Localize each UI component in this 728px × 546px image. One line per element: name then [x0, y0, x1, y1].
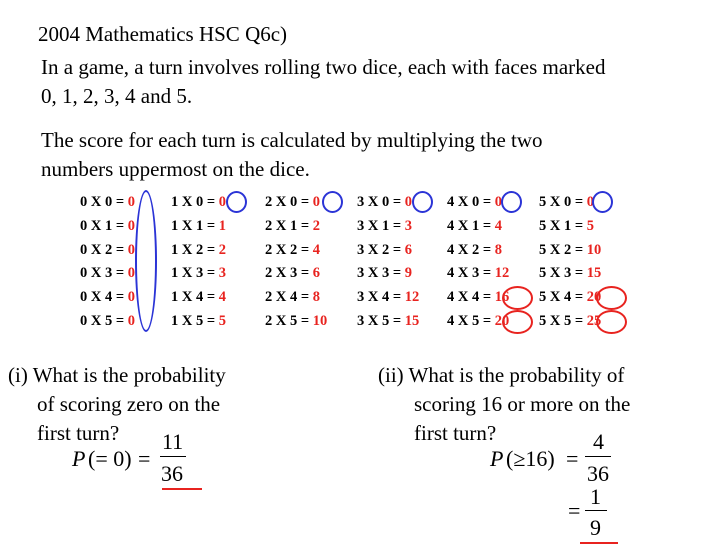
table-row [357, 265, 412, 282]
table-result: 6 [404, 241, 412, 258]
table-expression: 5 X 1 = [539, 217, 584, 234]
table-row [265, 218, 320, 235]
part-i-question-line-2: of scoring zero on the [37, 392, 221, 416]
part-ii-question-line-3: first turn? [414, 421, 497, 445]
table-expression: 0 X 5 = [80, 313, 125, 329]
table-result: 8 [494, 241, 502, 258]
table-result: 15 [586, 265, 602, 282]
table-row [357, 194, 412, 211]
table-expression: 0 X 3 = [80, 265, 125, 282]
table-row [539, 313, 601, 330]
table-expression: 3 X 3 = [357, 265, 402, 282]
table-expression: 3 X 5 = [357, 313, 402, 329]
table-result: 0 [127, 265, 135, 282]
zero-result-ring-col3 [412, 191, 433, 213]
table-result: 5 [218, 313, 226, 329]
part-ii-fraction-bar [585, 456, 611, 457]
table-row [357, 242, 412, 259]
table-result: 3 [404, 217, 412, 234]
part-ii-numerator: 4 [593, 429, 604, 454]
table-row [357, 289, 419, 306]
part-ii-numerator-2: 1 [590, 484, 601, 509]
intro-line-4: numbers uppermost on the dice. [41, 157, 310, 181]
table-expression: 1 X 3 = [171, 265, 216, 282]
part-ii-argument: (≥16) [506, 446, 555, 471]
high-result-ring-25 [596, 310, 627, 334]
table-result: 8 [312, 289, 320, 306]
table-result: 3 [218, 265, 226, 282]
table-row [539, 194, 594, 211]
zero-result-ring-col2 [322, 191, 343, 213]
part-ii-equals: = [566, 446, 579, 471]
table-result: 0 [127, 289, 135, 306]
part-ii-p-symbol: P [490, 446, 504, 471]
table-expression: 1 X 0 = [171, 194, 216, 210]
part-ii-answer-underline [580, 542, 618, 544]
table-expression: 5 X 3 = [539, 265, 584, 282]
table-row [80, 289, 135, 306]
table-row [265, 194, 320, 211]
table-row [171, 194, 226, 211]
part-i-answer-underline [162, 488, 202, 490]
table-result: 9 [404, 265, 412, 282]
table-row [80, 265, 135, 282]
table-result: 6 [312, 265, 320, 282]
table-result: 0 [127, 241, 135, 258]
table-row [447, 265, 509, 282]
table-result: 12 [404, 289, 420, 306]
table-result: 4 [494, 217, 502, 234]
table-row [357, 313, 419, 330]
table-expression: 0 X 2 = [80, 241, 125, 258]
part-i-argument: (= 0) [88, 446, 132, 471]
table-expression: 5 X 4 = [539, 289, 584, 306]
table-expression: 3 X 1 = [357, 217, 402, 234]
table-result: 16 [494, 289, 510, 306]
zero-result-ring-col1 [226, 191, 247, 213]
table-row [539, 265, 601, 282]
table-row [265, 289, 320, 306]
table-expression: 5 X 0 = [539, 194, 584, 210]
table-expression: 3 X 4 = [357, 289, 402, 306]
table-result: 0 [404, 194, 412, 210]
table-expression: 3 X 0 = [357, 194, 402, 210]
table-row [447, 289, 509, 306]
table-row [447, 218, 502, 235]
part-ii-question-line-2: scoring 16 or more on the [414, 392, 631, 416]
table-result: 5 [586, 217, 594, 234]
table-expression: 4 X 0 = [447, 194, 492, 210]
table-expression: 4 X 4 = [447, 289, 492, 306]
table-row [357, 218, 412, 235]
part-ii-question-line-1: (ii) What is the probability of [378, 363, 625, 387]
part-i-question-line-1: (i) What is the probability [8, 363, 226, 387]
table-expression: 2 X 5 = [265, 313, 310, 329]
table-row [447, 313, 509, 330]
table-row [171, 218, 226, 235]
table-result: 0 [127, 313, 135, 329]
table-row [171, 289, 226, 306]
table-result: 0 [218, 194, 226, 210]
table-result: 4 [218, 289, 226, 306]
table-row [171, 242, 226, 259]
table-result: 0 [494, 194, 502, 210]
table-result: 0 [312, 194, 320, 210]
part-ii-denominator: 36 [587, 461, 609, 486]
table-result: 10 [312, 313, 328, 329]
table-result: 25 [586, 313, 602, 329]
part-i-equals: = [138, 446, 151, 471]
table-result: 12 [494, 265, 510, 282]
table-result: 2 [312, 217, 320, 234]
table-result: 2 [218, 241, 226, 258]
table-row [171, 265, 226, 282]
table-expression: 3 X 2 = [357, 241, 402, 258]
intro-line-2: 0, 1, 2, 3, 4 and 5. [41, 84, 193, 108]
table-expression: 5 X 5 = [539, 313, 584, 329]
table-row [265, 265, 320, 282]
part-ii-fraction-bar-2 [585, 510, 607, 511]
table-expression: 0 X 4 = [80, 289, 125, 306]
table-expression: 2 X 0 = [265, 194, 310, 210]
table-row [447, 194, 502, 211]
table-row [447, 242, 502, 259]
table-expression: 2 X 1 = [265, 217, 310, 234]
intro-line-1: In a game, a turn involves rolling two dice, each with faces marked [41, 55, 606, 79]
table-row [80, 242, 135, 259]
table-expression: 2 X 3 = [265, 265, 310, 282]
table-expression: 5 X 2 = [539, 241, 584, 258]
part-i-question-line-3: first turn? [37, 421, 120, 445]
zero-result-ring-col5 [592, 191, 613, 213]
table-expression: 2 X 2 = [265, 241, 310, 258]
part-ii-equals-2: = [568, 498, 581, 523]
high-result-ring-20b [596, 286, 627, 310]
part-i-fraction-bar [160, 456, 186, 457]
zero-result-ring-col4 [501, 191, 522, 213]
table-expression: 4 X 1 = [447, 217, 492, 234]
table-expression: 1 X 2 = [171, 241, 216, 258]
table-row [539, 242, 601, 259]
table-row [539, 218, 594, 235]
table-expression: 4 X 3 = [447, 265, 492, 282]
table-expression: 2 X 4 = [265, 289, 310, 306]
table-result: 20 [494, 313, 510, 329]
part-i-p-symbol: P [72, 446, 86, 471]
table-expression: 1 X 5 = [171, 313, 216, 329]
table-row [171, 313, 226, 330]
high-result-ring-20a [502, 310, 533, 334]
table-expression: 0 X 1 = [80, 217, 125, 234]
intro-line-3: The score for each turn is calculated by multiplying the two [41, 128, 543, 152]
table-expression: 0 X 0 = [80, 194, 125, 210]
table-result: 0 [127, 194, 135, 210]
table-result: 20 [586, 289, 602, 306]
zero-results-ring-col0 [135, 190, 157, 332]
table-row [80, 313, 135, 330]
table-row [265, 313, 327, 330]
part-ii-denominator-2: 9 [590, 515, 601, 540]
table-row [80, 194, 135, 211]
table-expression: 4 X 5 = [447, 313, 492, 329]
table-result: 10 [586, 241, 602, 258]
high-result-ring-16 [502, 286, 533, 310]
page-title: 2004 Mathematics HSC Q6c) [38, 22, 288, 46]
part-i-numerator: 11 [162, 429, 184, 454]
table-result: 1 [218, 217, 226, 234]
table-result: 0 [586, 194, 594, 210]
part-i-denominator: 36 [161, 461, 183, 486]
table-result: 15 [404, 313, 420, 329]
table-row [539, 289, 601, 306]
table-expression: 1 X 1 = [171, 217, 216, 234]
table-expression: 1 X 4 = [171, 289, 216, 306]
table-row [265, 242, 320, 259]
table-result: 4 [312, 241, 320, 258]
table-expression: 4 X 2 = [447, 241, 492, 258]
table-row [80, 218, 135, 235]
table-result: 0 [127, 217, 135, 234]
